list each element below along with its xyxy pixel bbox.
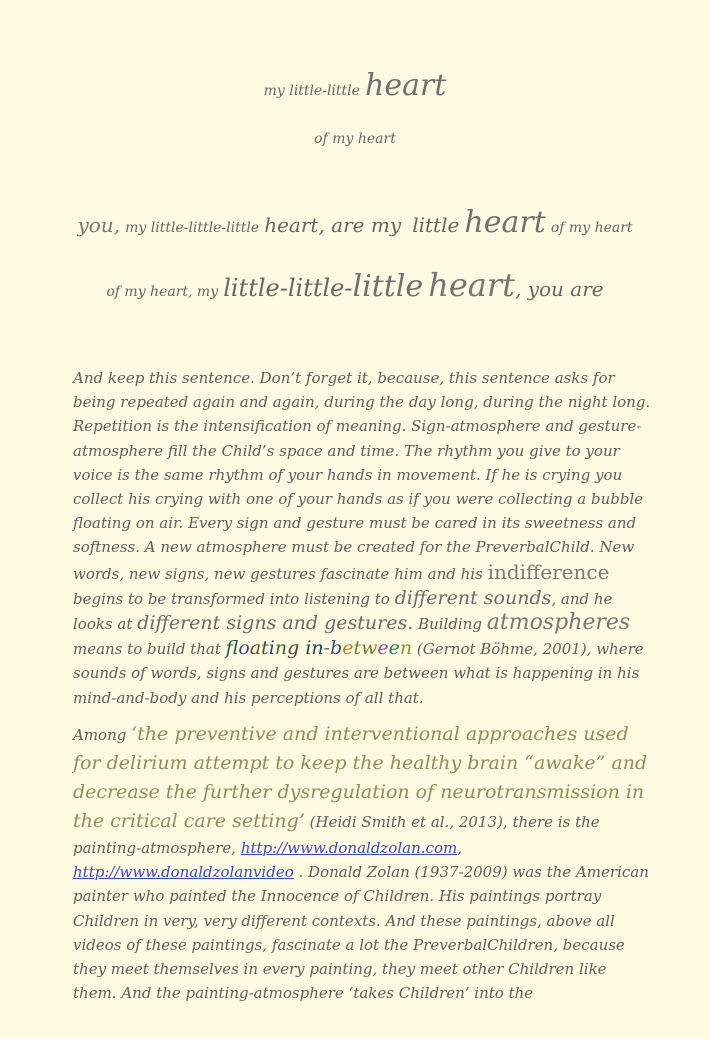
- poem-line-2: [0, 128, 710, 147]
- para-text: (Heidi Smith et al., 2013), there is the painting-atmosphere,: [73, 813, 600, 857]
- poem-text: of my heart, my: [106, 284, 219, 300]
- poem-text: you,: [77, 213, 121, 237]
- floating-letter: n: [274, 637, 288, 660]
- floating-letter: e: [388, 637, 400, 660]
- quote-text: ‘the preventive and interventional approaches used for delirium attempt to keep the healthy brain “awake” and decrease the further dysregulation of neurotransmission in the critical care setting’: [73, 723, 648, 832]
- para-text: begins to be transformed into listening to: [73, 589, 395, 608]
- floating-letter: e: [342, 637, 354, 660]
- floating-letter: f: [225, 637, 239, 660]
- floating-letter: w: [361, 637, 378, 660]
- para-emphasis: indifference: [487, 559, 610, 584]
- para-text: . Donald Zolan (1937-2009) was the American painter who painted the Innocence of Children. His paintings portray Children in very, very different contexts. And these paintings, above all videos of these paintings, fascinate a lot the PreverbalChildren, because they meet themselves in every painting, they meet other Children like them. And the painting-atmosphere ‘takes Children’ into the: [73, 863, 649, 1003]
- poem-text: of my heart: [314, 131, 396, 147]
- poem-text: heart: [365, 68, 447, 103]
- floating-letter: i: [305, 637, 312, 660]
- para-emphasis: different sounds: [394, 586, 552, 609]
- floating-letter: i: [268, 637, 275, 660]
- floating-letter: n: [311, 637, 324, 660]
- paragraph-2: [73, 720, 653, 1005]
- floating-letter: o: [238, 637, 250, 660]
- para-text: Building: [413, 615, 487, 634]
- poem-line-3: [0, 205, 710, 240]
- floating-letter: b: [330, 637, 343, 660]
- floating-letter: -: [323, 637, 331, 660]
- poem-text: little: [352, 269, 424, 304]
- poem-text: heart: [264, 213, 319, 237]
- poem-text: , you are: [515, 277, 604, 301]
- poem-text: heart: [464, 205, 546, 240]
- donaldzolan-link[interactable]: http://www.donaldzolan.com: [240, 839, 458, 857]
- floating-letter: n: [399, 637, 413, 660]
- floating-letter: t: [353, 637, 362, 660]
- para-text: ,: [457, 839, 462, 857]
- donaldzolanvideo-link[interactable]: http://www.donaldzolanvideo: [73, 863, 294, 882]
- floating-letter: e: [377, 637, 389, 660]
- para-text: means to build that: [73, 640, 226, 659]
- paragraph-1: [73, 366, 653, 710]
- poem-text: little: [412, 213, 460, 237]
- poem-line-1: [0, 68, 710, 103]
- poem-text: , are my: [318, 213, 402, 237]
- floating-letter: a: [249, 637, 262, 660]
- poem-text: my little-little: [263, 83, 360, 99]
- poem-line-4: [0, 266, 710, 304]
- para-emphasis: atmospheres: [486, 610, 631, 636]
- para-emphasis: different signs and gestures.: [137, 612, 414, 635]
- poem-text: of my heart: [550, 220, 633, 236]
- para-text: Among: [73, 726, 132, 744]
- floating-letter: g: [287, 637, 300, 660]
- poem-text: little-little-: [223, 274, 353, 302]
- para-text: , and he looks at: [73, 589, 613, 634]
- floating-letter: t: [261, 637, 269, 660]
- para-text: And keep this sentence. Don’t forget it, because, this sentence asks for being repeated again and again, during the day long, during the night long. Repetition is the intensification of meaning. Sign-atmosphere and gesture-atmosphere fill the Child’s space and time. The rhythm you give to your voice is the same rhythm of your hands in movement. If he is crying you collect his crying with one of your hands as if you were collecting a bubble floating on air. Every sign and gesture must be cared in its sweetness and softness. A new atmosphere must be created for the PreverbalChild. New words, new signs, new gestures fascinate him and his: [73, 369, 651, 583]
- poem-text: my little-little-little: [125, 220, 260, 236]
- para-text: (Gernot Böhme, 2001), where sounds of words, signs and gestures are between what is happening in his mind-and-body and his perceptions of all that.: [73, 640, 644, 707]
- poem-text: heart: [428, 266, 515, 304]
- floating-in-between: [225, 637, 413, 660]
